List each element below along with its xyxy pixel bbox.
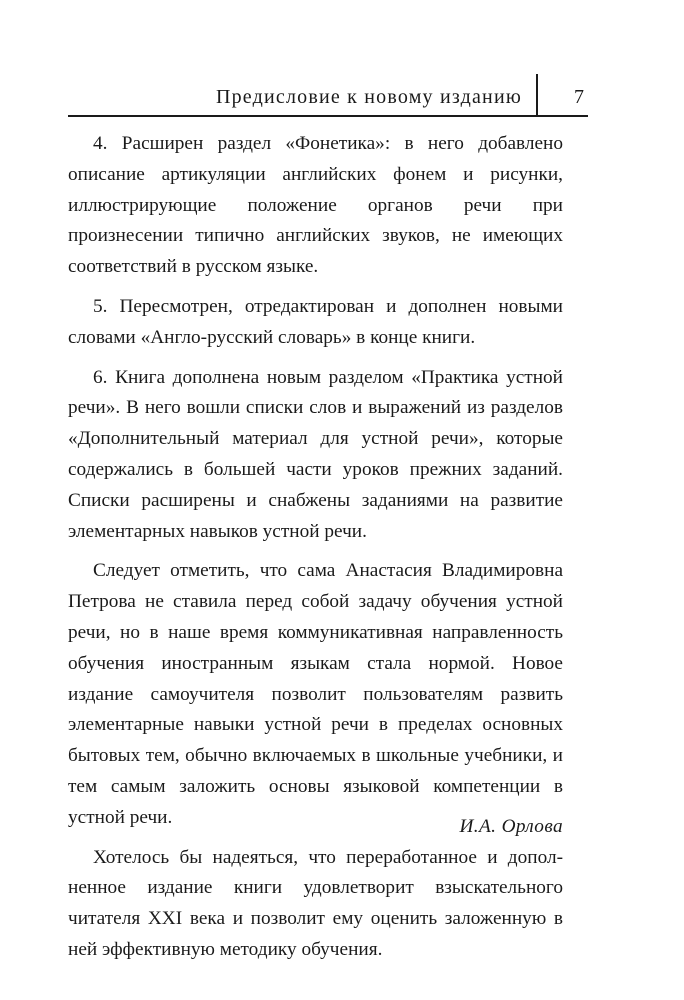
header-rule	[68, 115, 588, 117]
paragraph-item-5: 5. Пересмотрен, отредактирован и дополнен новыми словами «Англо-русский словарь» в конце книги.	[68, 295, 563, 348]
paragraph-item-4: 4. Расширен раздел «Фонетика»: в него добавлено описание артикуляции английских фонем и рисунки, иллюстрирующие положение органов речи при произнесении типично английских звуков, не имеющих соответствий в русском языке.	[68, 133, 563, 278]
running-header-title: Предисловие к новому изданию	[215, 86, 522, 108]
paragraph-item-6: 6. Книга дополнена новым разделом «Практика устной речи». В него вошли списки слов и выражений из разделов «Дополнительный материал для устной речи», которые содержались в большей части уроков прежних заданий. Списки расширены и снабжены заданиями на развитие элементарных навыков устной речи.	[68, 366, 563, 542]
page-body	[68, 129, 563, 975]
author-signature: И.А. Орлова	[459, 816, 563, 837]
header-separator	[536, 74, 538, 116]
page-number: 7	[574, 86, 584, 108]
running-header	[68, 70, 588, 116]
paragraph-closing: Хотелось бы надеяться, что переработанное и дополненное издание книги удовлетворит взыскательного читателя XXI века и позволит ему оценить заложенную в ней эффективную методику обучения.	[68, 846, 563, 960]
paragraph-note: Следует отметить, что сама Анастасия Владимировна Петрова не ставила перед собой задачу обучения устной речи, но в наше время коммуникативная направленность обучения иностранным языкам стала нормой. Новое издание самоучителя позволит пользователям развить элементарные навыки устной речи в пределах основных бытовых тем, обычно включаемых в школьные учебники, и тем самым заложить основы языковой компетенции в устной речи.	[68, 560, 563, 828]
